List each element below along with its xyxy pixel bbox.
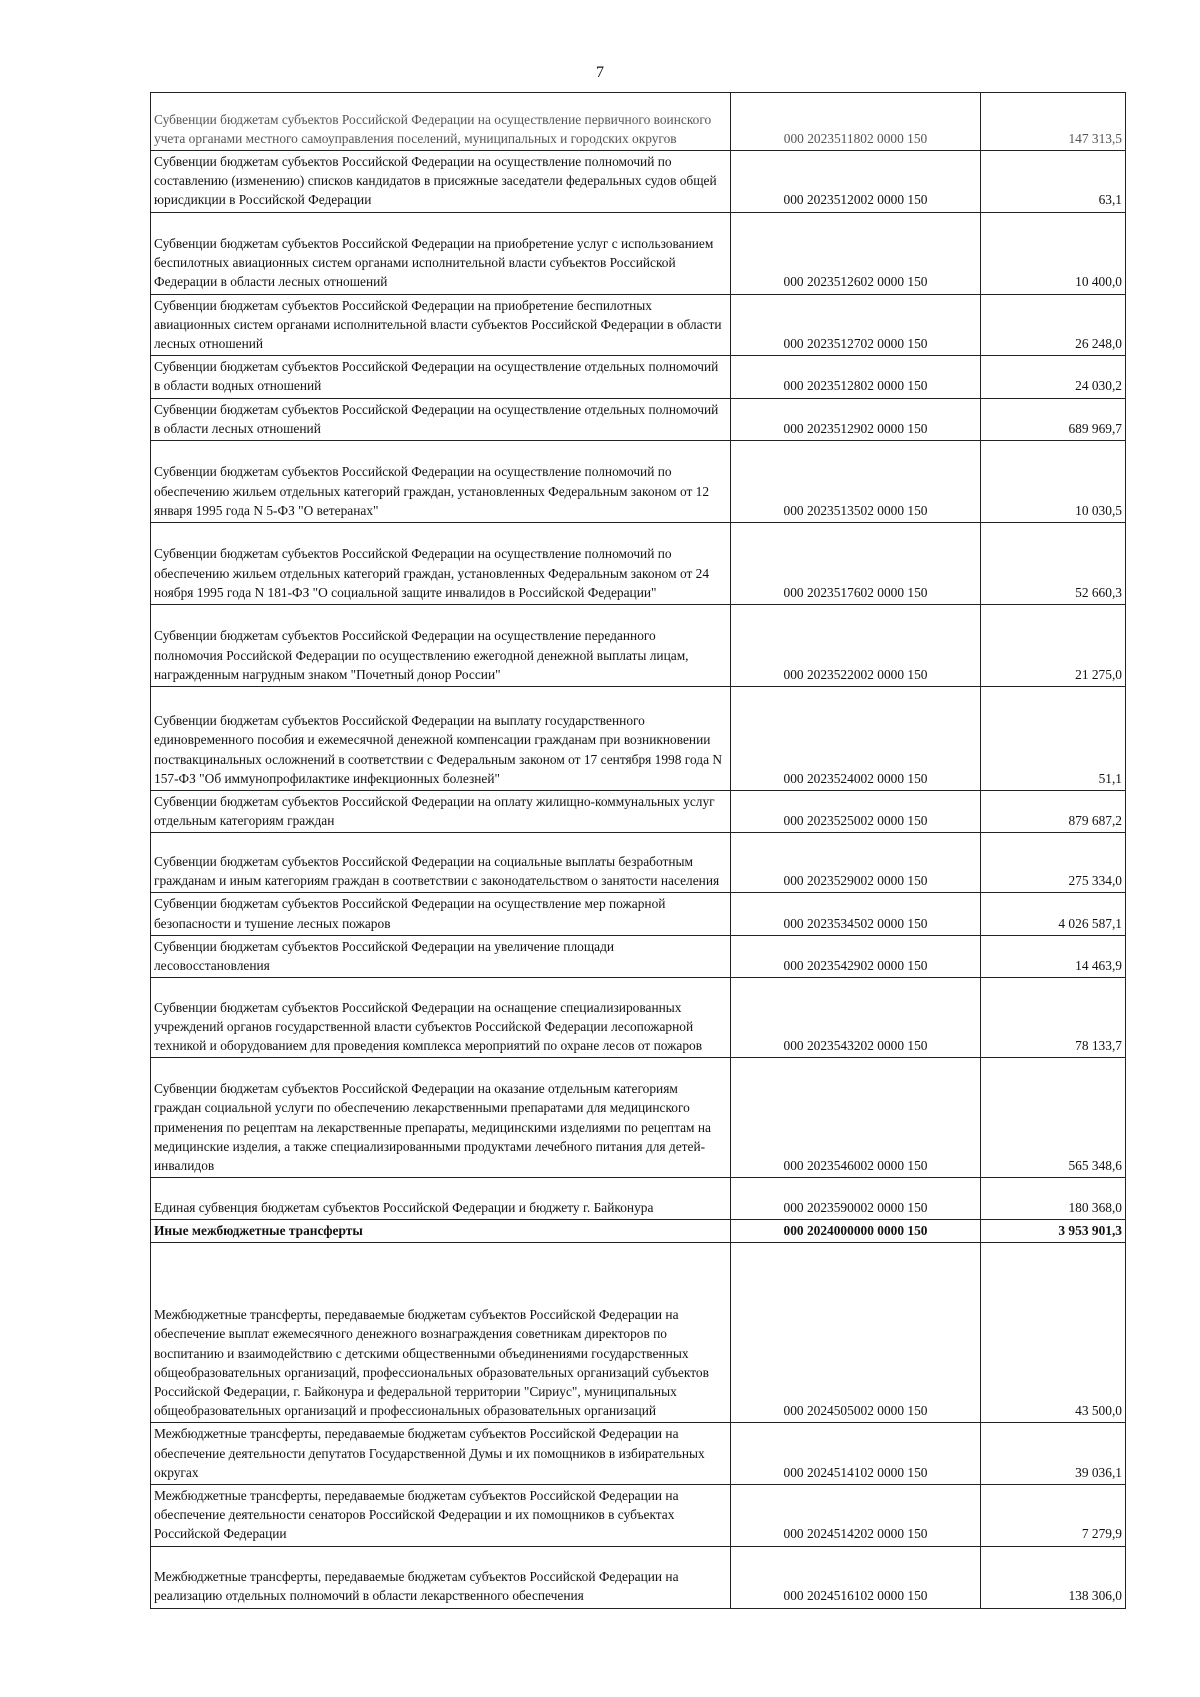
row-amount: 63,1 <box>981 151 1126 213</box>
row-amount: 565 348,6 <box>981 1058 1126 1178</box>
table-row <box>151 605 1126 687</box>
row-name: Субвенции бюджетам субъектов Российской Федерации на приобретение услуг с использованием беспилотных авиационных систем органами исполнительной власти субъектов Российской Федерации в области лесных отношений <box>151 212 731 294</box>
row-amount: 10 400,0 <box>981 212 1126 294</box>
row-amount: 26 248,0 <box>981 294 1126 356</box>
row-name: Субвенции бюджетам субъектов Российской Федерации на увеличение площади лесовосстановления <box>151 935 731 977</box>
row-name: Межбюджетные трансферты, передаваемые бюджетам субъектов Российской Федерации на обеспечение деятельности депутатов Государственной Думы и их помощников в избирательных округах <box>151 1423 731 1485</box>
table-row <box>151 833 1126 893</box>
row-amount: 4 026 587,1 <box>981 893 1126 935</box>
row-code: 000 2023524002 0000 150 <box>731 687 981 791</box>
row-code: 000 2024514102 0000 150 <box>731 1423 981 1485</box>
row-code: 000 2023529002 0000 150 <box>731 833 981 893</box>
table-row <box>151 1546 1126 1608</box>
row-name: Субвенции бюджетам субъектов Российской Федерации на осуществление полномочий по обеспечению жильем отдельных категорий граждан, установленных Федеральным законом от 12 января 1995 года N 5-ФЗ "О ветеранах" <box>151 441 731 523</box>
table-row <box>151 1485 1126 1547</box>
row-name: Субвенции бюджетам субъектов Российской Федерации на осуществление полномочий по обеспечению жильем отдельных категорий граждан, установленных Федеральным законом от 24 ноября 1995 года N 181-ФЗ "О социальной защите инвалидов в Российской Федерации" <box>151 523 731 605</box>
table-row <box>151 978 1126 1058</box>
row-amount: 879 687,2 <box>981 791 1126 833</box>
row-name: Межбюджетные трансферты, передаваемые бюджетам субъектов Российской Федерации на реализацию отдельных полномочий в области лекарственного обеспечения <box>151 1546 731 1608</box>
row-code: 000 2023512002 0000 150 <box>731 151 981 213</box>
table-row <box>151 212 1126 294</box>
row-amount: 275 334,0 <box>981 833 1126 893</box>
table-row <box>151 151 1126 213</box>
row-code: 000 2023513502 0000 150 <box>731 441 981 523</box>
row-name: Субвенции бюджетам субъектов Российской Федерации на приобретение беспилотных авиационных систем органами исполнительной власти субъектов Российской Федерации в области лесных отношений <box>151 294 731 356</box>
row-code: 000 2023525002 0000 150 <box>731 791 981 833</box>
table-row <box>151 93 1126 151</box>
row-code: 000 2023543202 0000 150 <box>731 978 981 1058</box>
row-code: 000 2023512602 0000 150 <box>731 212 981 294</box>
row-amount: 24 030,2 <box>981 356 1126 398</box>
row-name: Субвенции бюджетам субъектов Российской Федерации на выплату государственного единовременного пособия и ежемесячной денежной компенсации гражданам при возникновении поствакцинальных осложнений в соответствии с Федеральным законом от 17 сентября 1998 года N 157-ФЗ "Об иммунопрофилактике инфекционных болезней" <box>151 687 731 791</box>
table-row <box>151 791 1126 833</box>
row-name: Субвенции бюджетам субъектов Российской Федерации на оплату жилищно-коммунальных услуг отдельным категориям граждан <box>151 791 731 833</box>
row-code: 000 2023522002 0000 150 <box>731 605 981 687</box>
row-amount: 10 030,5 <box>981 441 1126 523</box>
row-code: 000 2024516102 0000 150 <box>731 1546 981 1608</box>
row-code: 000 2024514202 0000 150 <box>731 1485 981 1547</box>
row-name: Субвенции бюджетам субъектов Российской Федерации на осуществление первичного воинского учета органами местного самоуправления поселений, муниципальных и городских округов <box>151 93 731 151</box>
table-row <box>151 1178 1126 1220</box>
row-code: 000 2023511802 0000 150 <box>731 93 981 151</box>
row-amount: 138 306,0 <box>981 1546 1126 1608</box>
table-row <box>151 687 1126 791</box>
row-code: 000 2023534502 0000 150 <box>731 893 981 935</box>
table-row <box>151 398 1126 440</box>
table-row <box>151 356 1126 398</box>
row-name: Межбюджетные трансферты, передаваемые бюджетам субъектов Российской Федерации на обеспечение деятельности сенаторов Российской Федерации и их помощников в субъектах Российской Федерации <box>151 1485 731 1547</box>
row-amount: 14 463,9 <box>981 935 1126 977</box>
row-code: 000 2023590002 0000 150 <box>731 1178 981 1220</box>
row-name: Субвенции бюджетам субъектов Российской Федерации на осуществление полномочий по составлению (изменению) списков кандидатов в присяжные заседатели федеральных судов общей юрисдикции в Российской Федерации <box>151 151 731 213</box>
row-amount: 180 368,0 <box>981 1178 1126 1220</box>
table-row <box>151 523 1126 605</box>
row-code: 000 2023542902 0000 150 <box>731 935 981 977</box>
row-code: 000 2023546002 0000 150 <box>731 1058 981 1178</box>
row-amount: 3 953 901,3 <box>981 1220 1126 1243</box>
row-name: Субвенции бюджетам субъектов Российской Федерации на осуществление переданного полномочия Российской Федерации по осуществлению ежегодной денежной выплаты лицам, награжденным нагрудным знаком "Почетный донор России" <box>151 605 731 687</box>
row-name: Субвенции бюджетам субъектов Российской Федерации на оснащение специализированных учреждений органов государственной власти субъектов Российской Федерации лесопожарной техникой и оборудованием для проведения комплекса мероприятий по охране лесов от пожаров <box>151 978 731 1058</box>
row-amount: 21 275,0 <box>981 605 1126 687</box>
row-code: 000 2023512802 0000 150 <box>731 356 981 398</box>
row-name: Единая субвенция бюджетам субъектов Российской Федерации и бюджету г. Байконура <box>151 1178 731 1220</box>
row-name: Иные межбюджетные трансферты <box>151 1220 731 1243</box>
row-amount: 43 500,0 <box>981 1243 1126 1423</box>
budget-table <box>150 92 1126 1609</box>
row-amount: 51,1 <box>981 687 1126 791</box>
table-row <box>151 1243 1126 1423</box>
row-amount: 78 133,7 <box>981 978 1126 1058</box>
table-row <box>151 294 1126 356</box>
table-row <box>151 441 1126 523</box>
table-row <box>151 893 1126 935</box>
page-number: 7 <box>596 64 604 81</box>
table-row <box>151 1423 1126 1485</box>
row-name: Субвенции бюджетам субъектов Российской Федерации на оказание отдельным категориям граждан социальной услуги по обеспечению лекарственными препаратами для медицинского применения по рецептам на лекарственные препараты, медицинскими изделиями по рецептам на медицинские изделия, а также специализированными продуктами лечебного питания для детей-инвалидов <box>151 1058 731 1178</box>
row-code: 000 2024000000 0000 150 <box>731 1220 981 1243</box>
row-name: Субвенции бюджетам субъектов Российской Федерации на осуществление мер пожарной безопасности и тушение лесных пожаров <box>151 893 731 935</box>
row-code: 000 2023512702 0000 150 <box>731 294 981 356</box>
row-amount: 39 036,1 <box>981 1423 1126 1485</box>
row-amount: 52 660,3 <box>981 523 1126 605</box>
row-code: 000 2023512902 0000 150 <box>731 398 981 440</box>
row-amount: 689 969,7 <box>981 398 1126 440</box>
row-amount: 7 279,9 <box>981 1485 1126 1547</box>
table-row <box>151 935 1126 977</box>
row-name: Межбюджетные трансферты, передаваемые бюджетам субъектов Российской Федерации на обеспечение выплат ежемесячного денежного вознаграждения советникам директоров по воспитанию и взаимодействию с детскими общественными объединениями государственных общеобразовательных организаций, профессиональных образовательных организаций субъектов Российской Федерации, г. Байконура и федеральной территории "Сириус", муниципальных общеобразовательных организаций и профессиональных образовательных организаций <box>151 1243 731 1423</box>
row-amount: 147 313,5 <box>981 93 1126 151</box>
row-code: 000 2023517602 0000 150 <box>731 523 981 605</box>
table-row <box>151 1220 1126 1243</box>
table-row <box>151 1058 1126 1178</box>
row-code: 000 2024505002 0000 150 <box>731 1243 981 1423</box>
row-name: Субвенции бюджетам субъектов Российской Федерации на осуществление отдельных полномочий в области водных отношений <box>151 356 731 398</box>
row-name: Субвенции бюджетам субъектов Российской Федерации на социальные выплаты безработным гражданам и иным категориям граждан в соответствии с законодательством о занятости населения <box>151 833 731 893</box>
row-name: Субвенции бюджетам субъектов Российской Федерации на осуществление отдельных полномочий в области лесных отношений <box>151 398 731 440</box>
